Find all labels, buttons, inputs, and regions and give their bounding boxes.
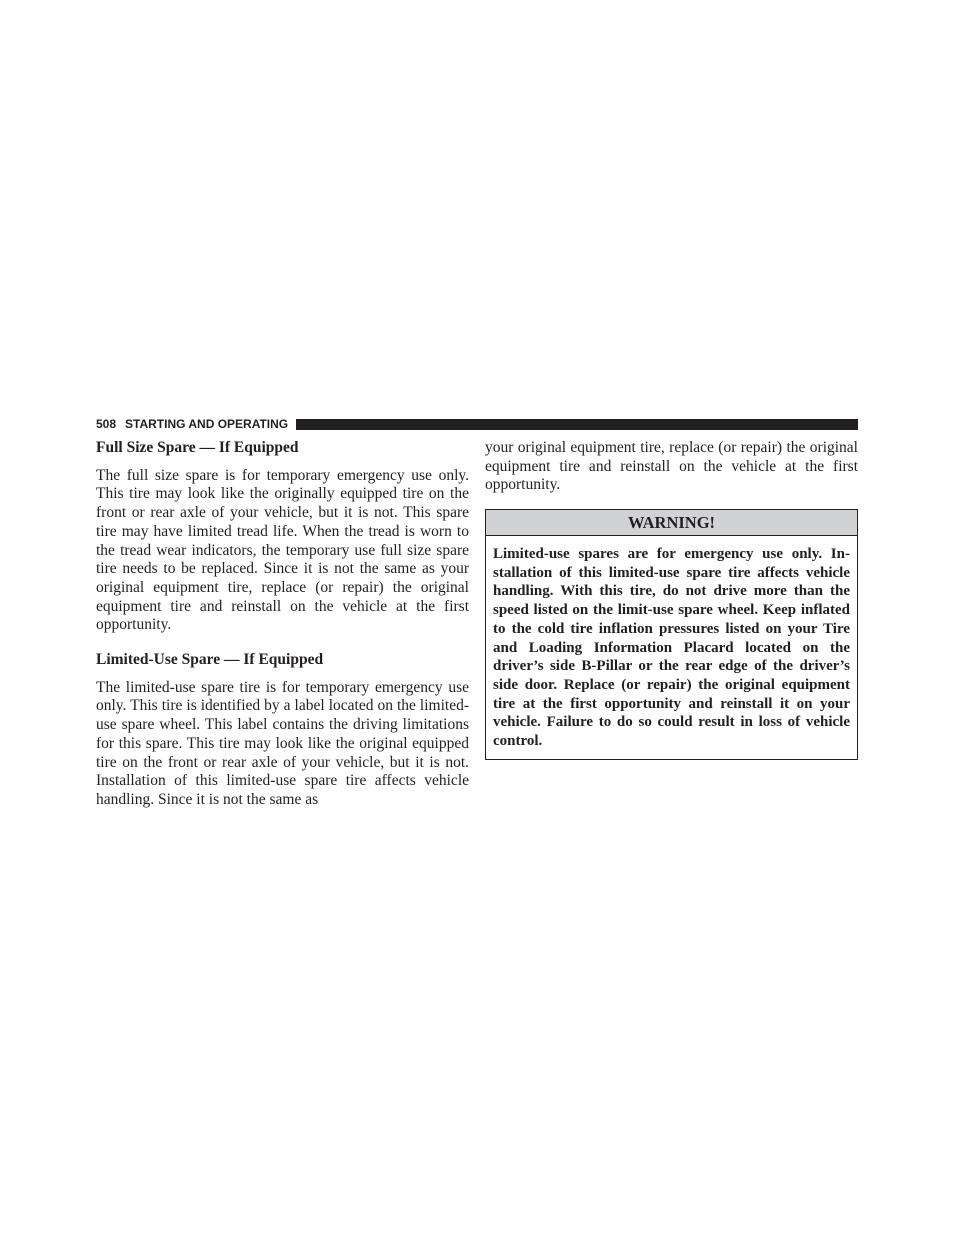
warning-title: WARNING! — [486, 510, 857, 536]
continuation-paragraph: your original equipment tire, replace (or repair) the original equipment tire and reinstall on the vehicle at the first opportunity. — [485, 439, 858, 494]
full-size-spare-heading: Full Size Spare — If Equipped — [96, 439, 299, 456]
section-title: STARTING AND OPERATING — [125, 417, 289, 431]
header-rule-bar — [296, 419, 858, 430]
right-column — [485, 439, 858, 504]
page-header — [96, 417, 858, 431]
limited-use-spare-paragraph: The limited-use spare tire is for temporary emergency use only. This tire is identified by a label located on the limited-use spare wheel. This label contains the driving limitations for this spare. This tire may look like the original equipped tire on the front or rear axle of your vehicle, but it is not. Installation of this limited-use spare tire affects vehicle handling. Since it is not the same as — [96, 678, 469, 808]
warning-text: Limited-use spares are for emergency use only. Installation of this limited-use spare tire affects vehicle handling. With this tire, do not drive more than the speed listed on the limit-use spare wheel. Keep inflated to the cold tire inflation pressures listed on your Tire and Loading Information Placard located on the driver’s side B-Pillar or the rear edge of the driver’s side door. Replace (or repair) the original equipment tire at the first opportunity and reinstall it on your vehicle. Failure to do so could result in loss of vehicle control. — [493, 546, 850, 750]
left-column — [96, 439, 469, 819]
warning-box — [485, 509, 858, 760]
limited-use-spare-heading: Limited-Use Spare — If Equipped — [96, 651, 324, 669]
page-number: 508 — [96, 417, 117, 431]
full-size-spare-paragraph: The full size spare is for temporary emergency use only. This tire may look like the originally equipped tire on the front or rear axle of your vehicle, but it is not. This spare tire may have limited tread life. When the tread is worn to the tread wear indicators, the temporary use full size spare tire needs to be replaced. Since it is not the same as your original equipment tire, replace (or repair) the original equipment tire and reinstall on the vehicle at the first opportunity. — [96, 466, 469, 634]
